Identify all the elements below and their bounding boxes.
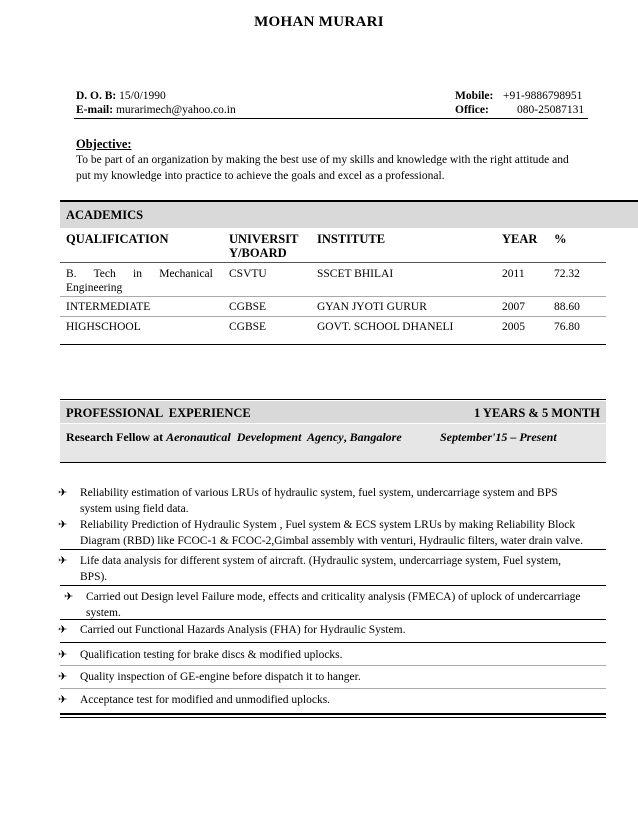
- dob-label: D. O. B:: [76, 90, 117, 102]
- role-period: September'15 – Present: [440, 430, 557, 444]
- plane-bullet-icon: ✈: [58, 487, 68, 499]
- bullet-4-line-1: Carried out Design level Failure mode, effects and criticality analysis (FMECA) of uplock of undercarriage: [86, 591, 581, 603]
- row3-percent: 76.80: [554, 321, 580, 333]
- objective-title: Objective:: [76, 137, 132, 151]
- experience-title: PROFESSIONAL EXPERIENCE: [66, 406, 251, 420]
- office-value: 080-25087131: [517, 104, 585, 116]
- bullet-3-line-1: Life data analysis for different system of aircraft. (Hydraulic system, undercarriage system, Fuel system,: [80, 555, 562, 567]
- col-qualification: QUALIFICATION: [66, 232, 169, 246]
- row2-qualification: INTERMEDIATE: [66, 301, 151, 313]
- academics-bottom-rule: [60, 344, 606, 345]
- col-percent: %: [554, 232, 567, 246]
- academics-header-rule: [60, 262, 606, 263]
- bullet-1-line-1: Reliability estimation of various LRUs of hydraulic system, fuel system, undercarriage system and BPS: [80, 487, 558, 499]
- row3-board: CGBSE: [229, 321, 267, 333]
- org-city: Bangalore: [349, 430, 402, 444]
- row2-board: CGBSE: [229, 301, 267, 313]
- row3-qualification: HIGHSCHOOL: [66, 321, 141, 333]
- plane-bullet-icon: ✈: [64, 591, 74, 603]
- experience-top-rule: [60, 399, 606, 400]
- bullet-divider: [60, 642, 606, 643]
- bullet-divider: [60, 549, 606, 550]
- row2-institute: GYAN JYOTI GURUR: [317, 301, 427, 313]
- mobile-label: Mobile:: [455, 90, 494, 102]
- email-label: E-mail:: [76, 104, 114, 116]
- email-line: [76, 104, 236, 116]
- row1-divider: [60, 296, 606, 297]
- row1-board: CSVTU: [229, 268, 267, 280]
- experience-duration: 1 YEARS & 5 MONTH: [474, 406, 600, 420]
- row1-year: 2011: [502, 268, 525, 280]
- col-year: YEAR: [502, 232, 538, 246]
- dob-line: [76, 90, 166, 102]
- experience-role-rule: [60, 462, 606, 463]
- bullet-8-line-1: Acceptance test for modified and unmodified uplocks.: [80, 694, 331, 706]
- plane-bullet-icon: ✈: [58, 671, 68, 683]
- org-name: Aeronautical Development Agency: [166, 430, 344, 444]
- row2-divider: [60, 316, 606, 317]
- plane-bullet-icon: ✈: [58, 624, 68, 636]
- academics-header-band: [60, 202, 638, 228]
- bullet-4-line-2: system.: [86, 607, 121, 619]
- bullet-divider: [60, 619, 606, 620]
- row1-percent: 72.32: [554, 268, 580, 280]
- row3-institute: GOVT. SCHOOL DHANELI: [317, 321, 454, 333]
- bullet-2-line-2: Diagram (RBD) like FCOC-1 & FCOC-2,Gimbal assembly with venturi, Hydraulic filters, water drain valve.: [80, 535, 584, 547]
- plane-bullet-icon: ✈: [58, 519, 68, 531]
- bullet-3-line-2: BPS).: [80, 571, 108, 583]
- candidate-name: MOHAN MURARI: [254, 14, 384, 30]
- plane-bullet-icon: ✈: [58, 649, 68, 661]
- row1-institute: SSCET BHILAI: [317, 268, 394, 280]
- mobile-value: +91-9886798951: [503, 90, 583, 102]
- col-institute: INSTITUTE: [317, 232, 386, 246]
- bullet-1-line-2: system using field data.: [80, 503, 189, 515]
- bullet-5-line-1: Carried out Functional Hazards Analysis (FHA) for Hydraulic System.: [80, 624, 406, 636]
- row1-qualification-line-2: Engineering: [66, 282, 123, 294]
- row2-percent: 88.60: [554, 301, 580, 313]
- experience-bottom-rule: [60, 713, 606, 715]
- plane-bullet-icon: ✈: [58, 694, 68, 706]
- bullet-2-line-1: Reliability Prediction of Hydraulic System , Fuel system & ECS system LRUs by making Reliability Block: [80, 519, 576, 531]
- bullet-6-line-1: Qualification testing for brake discs & modified uplocks.: [80, 649, 343, 661]
- bullet-divider: [60, 665, 606, 666]
- email-value: murarimech@yahoo.co.in: [115, 104, 236, 116]
- row3-year: 2005: [502, 321, 525, 333]
- col-university-line-1: UNIVERSIT: [229, 232, 299, 246]
- objective-line-2: put my knowledge into practice to achieve the goals and excel as a professional.: [76, 170, 445, 182]
- plane-bullet-icon: ✈: [58, 555, 68, 567]
- bullet-divider: [60, 688, 606, 689]
- bullet-7-line-1: Quality inspection of GE-engine before dispatch it to hanger.: [80, 671, 361, 683]
- role-line: [66, 430, 402, 445]
- row1-qualification-line-1: B. Tech in Mechanical: [66, 268, 213, 280]
- office-label: Office:: [455, 104, 489, 116]
- objective-line-1: To be part of an organization by making the best use of my skills and knowledge with the right attitude and: [76, 154, 569, 166]
- role-title: Research Fellow at: [66, 430, 164, 444]
- academics-title: ACADEMICS: [66, 208, 144, 222]
- row2-year: 2007: [502, 301, 525, 313]
- experience-bottom-rule-2: [60, 717, 606, 718]
- contact-divider: [74, 118, 588, 119]
- col-university-line-2: Y/BOARD: [229, 246, 287, 260]
- bullet-divider: [60, 585, 606, 586]
- org-sep: ,: [343, 430, 347, 444]
- dob-value: 15/0/1990: [119, 90, 166, 102]
